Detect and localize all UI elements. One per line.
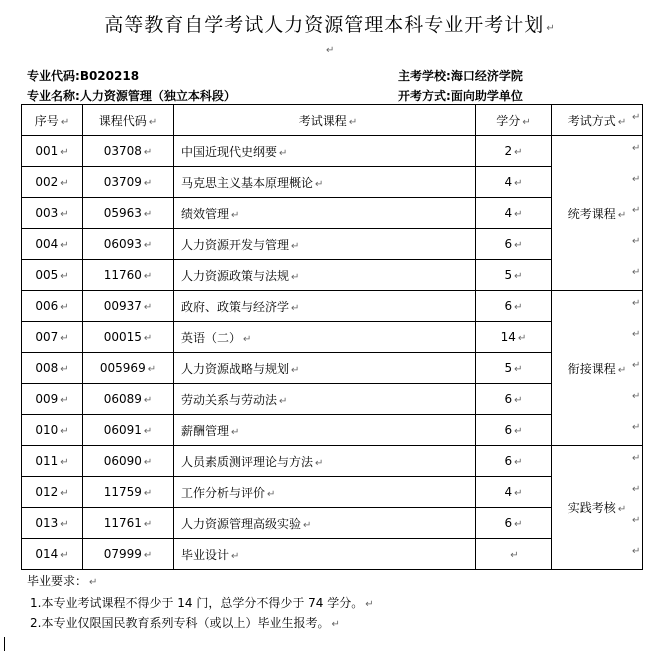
row-end-mark-icon: ↵: [632, 515, 641, 526]
credit-cell: 6 ↵: [476, 384, 552, 415]
row-end-mark-icon: ↵: [632, 391, 641, 402]
course-code-cell: 11761 ↵: [83, 508, 174, 539]
course-name-cell: 工作分析与评价 ↵: [174, 477, 476, 508]
seq-cell: 005 ↵: [22, 260, 83, 291]
credit-cell: 2 ↵: [476, 136, 552, 167]
header-method: 考试方式 ↵: [552, 105, 643, 136]
credit-cell: ↵: [476, 539, 552, 570]
major-name-line: [27, 87, 236, 104]
seq-cell: 008 ↵: [22, 353, 83, 384]
course-name-cell: 人员素质测评理论与方法 ↵: [174, 446, 476, 477]
credit-cell: 14 ↵: [476, 322, 552, 353]
seq-cell: 004 ↵: [22, 229, 83, 260]
credit-cell: 4 ↵: [476, 198, 552, 229]
table-row: [22, 384, 643, 415]
table-row: [22, 508, 643, 539]
credit-cell: 6 ↵: [476, 508, 552, 539]
header-credit: 学分 ↵: [476, 105, 552, 136]
row-end-mark-icon: ↵: [632, 298, 641, 309]
course-code-cell: 005969 ↵: [83, 353, 174, 384]
seq-cell: 002 ↵: [22, 167, 83, 198]
course-name-cell: 英语（二） ↵: [174, 322, 476, 353]
seq-cell: 014 ↵: [22, 539, 83, 570]
header-code: 课程代码 ↵: [83, 105, 174, 136]
course-name-cell: 劳动关系与劳动法 ↵: [174, 384, 476, 415]
course-code-cell: 00015 ↵: [83, 322, 174, 353]
course-name-cell: 毕业设计 ↵: [174, 539, 476, 570]
row-end-mark-icon: ↵: [632, 360, 641, 371]
course-name-cell: 人力资源政策与法规 ↵: [174, 260, 476, 291]
course-code-cell: 06093 ↵: [83, 229, 174, 260]
row-end-mark-icon: ↵: [632, 329, 641, 340]
course-code-cell: 11759 ↵: [83, 477, 174, 508]
table-row: [22, 136, 643, 167]
course-name-cell: 绩效管理 ↵: [174, 198, 476, 229]
course-code-cell: 11760 ↵: [83, 260, 174, 291]
requirements-heading: 毕业要求： ↵: [27, 574, 98, 588]
major-name-label: 专业名称:: [27, 89, 80, 103]
table-row: [22, 477, 643, 508]
exam-mode-value: 面向助学单位: [450, 89, 523, 103]
seq-cell: 011 ↵: [22, 446, 83, 477]
course-name-cell: 政府、政策与经济学 ↵: [174, 291, 476, 322]
seq-cell: 003 ↵: [22, 198, 83, 229]
course-name-cell: 人力资源管理高级实验 ↵: [174, 508, 476, 539]
seq-cell: 007 ↵: [22, 322, 83, 353]
paragraph-mark-icon: ↵: [326, 45, 335, 56]
table-row: [22, 322, 643, 353]
document-title-text: 高等教育自学考试人力资源管理本科专业开考计划: [104, 14, 545, 36]
credit-cell: 6 ↵: [476, 229, 552, 260]
text-cursor: [4, 637, 5, 651]
exam-method-cell: 衔接课程 ↵: [552, 291, 643, 446]
host-school-line: [398, 67, 523, 84]
table-row: [22, 198, 643, 229]
host-school-label: 主考学校:: [398, 69, 451, 83]
course-name-cell: 人力资源战略与规划 ↵: [174, 353, 476, 384]
course-plan-table: [21, 104, 643, 570]
document-title: [0, 10, 660, 37]
credit-cell: 4 ↵: [476, 167, 552, 198]
row-end-mark-icon: ↵: [632, 267, 641, 278]
header-course: 考试课程 ↵: [174, 105, 476, 136]
table-row: [22, 446, 643, 477]
table-row: [22, 353, 643, 384]
credit-cell: 6 ↵: [476, 291, 552, 322]
course-code-cell: 06090 ↵: [83, 446, 174, 477]
credit-cell: 4 ↵: [476, 477, 552, 508]
credit-cell: 6 ↵: [476, 446, 552, 477]
row-end-mark-icon: ↵: [632, 205, 641, 216]
table-body: [22, 136, 643, 570]
table-row: [22, 539, 643, 570]
credit-cell: 6 ↵: [476, 415, 552, 446]
requirement-item-1: 1.本专业考试课程不得少于 14 门，总学分不得少于 74 学分。 ↵: [30, 596, 374, 610]
course-name-cell: 人力资源开发与管理 ↵: [174, 229, 476, 260]
row-end-mark-icon: ↵: [632, 484, 641, 495]
row-end-mark-icon: ↵: [632, 546, 641, 557]
seq-cell: 006 ↵: [22, 291, 83, 322]
course-code-cell: 03709 ↵: [83, 167, 174, 198]
course-name-cell: 马克思主义基本原理概论 ↵: [174, 167, 476, 198]
course-code-cell: 00937 ↵: [83, 291, 174, 322]
major-code-label: 专业代码:: [27, 69, 80, 83]
exam-method-cell: 统考课程 ↵: [552, 136, 643, 291]
table-row: [22, 415, 643, 446]
table-row: [22, 291, 643, 322]
table-header-row: [22, 105, 643, 136]
seq-cell: 010 ↵: [22, 415, 83, 446]
host-school-value: 海口经济学院: [450, 69, 523, 83]
course-name-cell: 薪酬管理 ↵: [174, 415, 476, 446]
major-name-value: 人力资源管理（独立本科段）: [79, 89, 236, 103]
requirement-item-2: 2.本专业仅限国民教育系列专科（或以上）毕业生报考。 ↵: [30, 616, 340, 630]
major-code-line: [27, 67, 139, 84]
row-end-mark-icon: ↵: [632, 236, 641, 247]
exam-mode-line: [398, 87, 523, 104]
course-code-cell: 05963 ↵: [83, 198, 174, 229]
major-code-value: B020218: [79, 69, 140, 83]
table-row: [22, 167, 643, 198]
seq-cell: 009 ↵: [22, 384, 83, 415]
credit-cell: 5 ↵: [476, 260, 552, 291]
header-seq: 序号 ↵: [22, 105, 83, 136]
course-code-cell: 06089 ↵: [83, 384, 174, 415]
seq-cell: 012 ↵: [22, 477, 83, 508]
course-code-cell: 06091 ↵: [83, 415, 174, 446]
row-end-mark-icon: ↵: [632, 143, 641, 154]
paragraph-mark-icon: ↵: [546, 23, 556, 34]
row-end-mark-icon: ↵: [632, 174, 641, 185]
seq-cell: 001 ↵: [22, 136, 83, 167]
course-code-cell: 03708 ↵: [83, 136, 174, 167]
exam-method-cell: 实践考核 ↵: [552, 446, 643, 570]
row-end-mark-icon: ↵: [632, 422, 641, 433]
exam-mode-label: 开考方式:: [398, 89, 451, 103]
course-code-cell: 07999 ↵: [83, 539, 174, 570]
course-name-cell: 中国近现代史纲要 ↵: [174, 136, 476, 167]
table-row: [22, 229, 643, 260]
row-end-mark-icon: ↵: [632, 112, 641, 123]
credit-cell: 5 ↵: [476, 353, 552, 384]
table-row: [22, 260, 643, 291]
seq-cell: 013 ↵: [22, 508, 83, 539]
row-end-mark-icon: ↵: [632, 453, 641, 464]
